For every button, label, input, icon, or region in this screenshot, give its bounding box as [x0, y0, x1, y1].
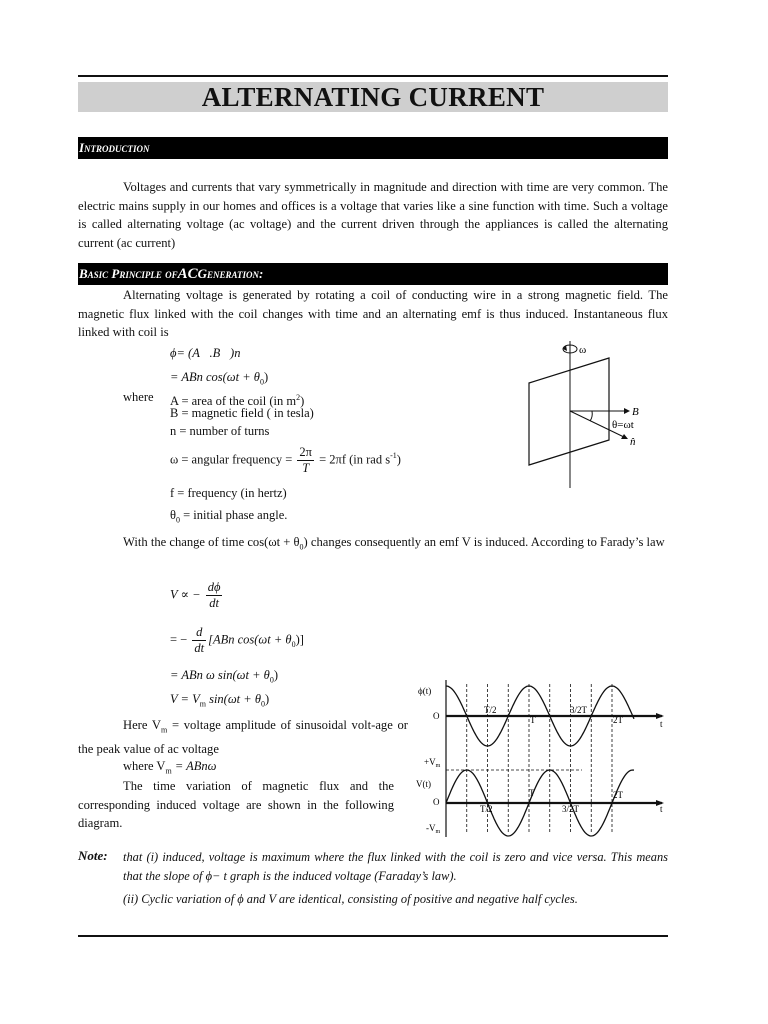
t-axis-label-top: t [660, 719, 663, 729]
v-axis-label: V(t) [416, 779, 431, 789]
introduction-heading-text: Introduction [79, 140, 150, 155]
theta-symbol: θ [170, 508, 176, 522]
flux-def-text: ϕ= (A⃗.B⃗)n [170, 346, 241, 360]
deriv-num: d [192, 625, 206, 641]
tick-threehalf-top: 3/2T [570, 705, 587, 715]
tick-one-top: T [530, 715, 536, 725]
here-text-1: Here V [123, 718, 162, 732]
equation-angular-frequency [170, 445, 401, 476]
tick-threehalf-bottom: 3/2T [562, 804, 579, 814]
variation-paragraph: The time variation of magnetic flux and the corresponding induced voltage are shown in the following diagram. [78, 779, 394, 830]
where-vm-post: = ABnω [171, 759, 217, 773]
flux-cos-close: ) [263, 370, 269, 384]
coil-omega-label: ω [579, 344, 587, 356]
tick-half-top: T/2 [484, 705, 497, 715]
equation-faraday [170, 580, 224, 611]
definition-phase [170, 507, 287, 529]
section-heading-introduction [78, 137, 668, 159]
basic-heading-post: Generation: [197, 266, 264, 281]
faraday-fraction [206, 580, 223, 611]
omega-fraction [297, 445, 314, 476]
coil-n-label: n̂ [630, 436, 636, 448]
t-axis-label-bottom: t [660, 804, 663, 814]
definition-field: B = magnetic field ( in tesla) [170, 406, 314, 420]
rotation-arrow-icon [563, 341, 577, 358]
phase-text: = initial phase angle. [180, 508, 288, 522]
coil-figure [520, 338, 660, 493]
section-heading-basic-principle [78, 263, 668, 285]
theta-sub: 0 [176, 515, 180, 525]
where-vm-sub: m [165, 766, 172, 776]
equation-sin-2 [170, 691, 269, 713]
sin2-mid: sin(ωt + θ [205, 692, 261, 706]
omega-close: ) [396, 452, 401, 467]
b-arrowhead [624, 408, 630, 414]
omega-num: 2π [299, 445, 312, 459]
equation-flux-cos [170, 369, 268, 391]
here-paragraph [78, 716, 408, 759]
tick-two-top: 2T [613, 715, 623, 725]
origin-bottom-label: O [433, 797, 440, 807]
minus-vm-label [426, 823, 441, 835]
deriv-den: dt [194, 641, 205, 655]
title-bar [78, 82, 668, 112]
sin2-pre: V = V [170, 692, 200, 706]
sin2-sub-m: m [199, 699, 206, 709]
coil-b-label: B⃗ [632, 406, 648, 418]
definition-turns: n = number of turns [170, 424, 270, 438]
def-area-close: ) [300, 394, 305, 409]
deriv-close: )] [295, 632, 304, 647]
deriv-post: [ABn cos(ωt + θ [208, 632, 292, 647]
sin1-close: ) [273, 668, 278, 682]
introduction-paragraph: Voltages and currents that vary symmetrically in magnitude and direction with time are very common. The electric mains supply in our homes and offices is a voltage that varies like a sine function with time. Such a voltage is called alternating voltage (ac voltage) and the current driven through the appliances is called the alternating current (ac current) [78, 180, 668, 250]
sin1-text: = ABn ω sin(ωt + θ [170, 668, 270, 682]
change-text-2: ) changes consequently an emf V is induced. According to Farady’s law [303, 535, 665, 549]
here-sub: m [161, 725, 168, 735]
basic-heading-ac: AC [177, 266, 198, 282]
note-label: Note: [78, 848, 108, 863]
tick-one-bottom: T [529, 788, 535, 798]
def-area-text: A = area of the coil (in m [170, 394, 297, 409]
where-label: where [123, 390, 154, 404]
tick-half-bottom: T/2 [480, 804, 493, 814]
omega-mid: = 2πf (in rad s [319, 452, 391, 467]
sin1-sub: 0 [269, 675, 274, 685]
deriv-fraction [192, 625, 206, 656]
plus-vm-text: +V [424, 757, 436, 767]
change-sub: 0 [299, 542, 304, 552]
equation-sin-1 [170, 667, 278, 689]
plus-vm-sub: m [435, 763, 441, 769]
note-line-2: (ii) Cyclic variation of ϕ and V are identical, consisting of positive and negative half cycles. [123, 892, 578, 906]
sin2-close: ) [264, 692, 270, 706]
flux-voltage-graph [412, 672, 674, 840]
minus-vm-text: -V [426, 823, 436, 833]
phi-axis-label: ϕ(t) [418, 686, 432, 696]
theta-arc [590, 411, 592, 421]
sin2-sub-0: 0 [260, 699, 265, 709]
page-title: ALTERNATING CURRENT [201, 82, 545, 112]
deriv-pre: = − [170, 632, 188, 647]
here-text-2: = voltage amplitude of sinusoidal volt-age or the peak value of ac voltage [78, 718, 408, 757]
change-paragraph [78, 533, 668, 557]
plus-vm-label [424, 757, 441, 769]
equation-derivative [170, 625, 304, 656]
omega-pre: ω = angular frequency = [170, 452, 293, 467]
definition-frequency: f = frequency (in hertz) [170, 486, 287, 500]
faraday-v: V ∝ − [170, 587, 201, 602]
omega-sup: -1 [390, 451, 397, 461]
subscript-zero: 0 [259, 377, 264, 387]
coil-theta-label: θ=ωt [612, 419, 634, 431]
equation-flux-definition [170, 345, 240, 362]
faraday-den: dt [209, 596, 219, 610]
phase-guide-lines [446, 684, 612, 834]
basic-heading-pre: Basic Principle of [79, 266, 178, 281]
change-text-1: With the change of time cos(ωt + θ [123, 535, 300, 549]
top-rule [78, 75, 668, 77]
basic-principle-paragraph: Alternating voltage is generated by rotating a coil of conducting wire in a strong magnetic field. The magnetic flux linked with the coil changes with time and an alternating emf is thus induced. Instantaneous flux linked with coil is [78, 288, 668, 339]
origin-top-label: O [433, 711, 440, 721]
where-vm-text: where V [123, 759, 166, 773]
deriv-sub: 0 [291, 639, 296, 649]
bottom-rule [78, 935, 668, 937]
note-line-1: that (i) induced, voltage is maximum where the flux linked with the coil is zero and vice versa. This means that the slope of ϕ− t graph is the induced voltage (Faraday’s law). [123, 850, 668, 883]
tick-two-bottom: 2T [613, 790, 623, 800]
omega-den: T [302, 461, 310, 475]
flux-cos-text: = ABn cos(ωt + θ [170, 370, 260, 384]
def-area-sup: 2 [296, 393, 301, 402]
minus-vm-sub: m [435, 829, 441, 835]
faraday-num: dϕ [207, 580, 221, 594]
